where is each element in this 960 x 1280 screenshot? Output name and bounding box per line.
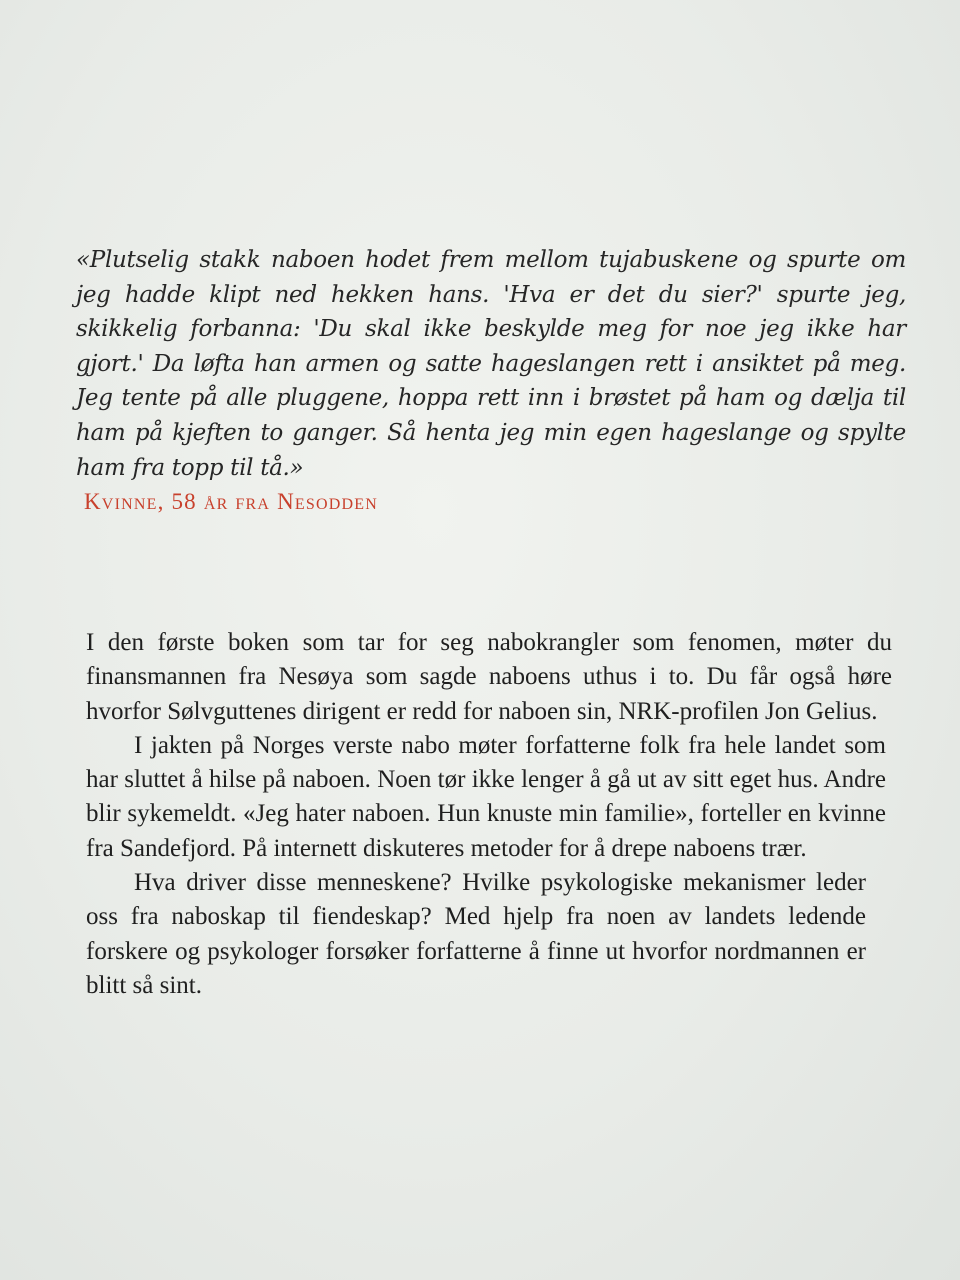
quote-attribution: Kvinne, 58 år fra Nesodden [84, 489, 378, 515]
quote-block [76, 243, 906, 515]
paragraph-1: I den første boken som tar for seg nabokrangler som fenomen, møter du finansmannen fra Nesøya som sagde naboens uthus i to. Du får også høre hvorfor Sølvguttenes dirigent er redd for naboen sin, NRK-profilen Jon Gelius. [86, 629, 892, 725]
quote-text: «Plutselig stakk naboen hodet frem mellom tujabuskene og spurte om jeg hadde klipt ned hekken hans. 'Hva er det du sier?' spurte jeg, skikkelig forbanna: 'Du skal ikke beskylde meg for noe jeg ikke har gjort.' Da løfta han armen og satte hageslangen rett i ansiktet på meg. Jeg tente på alle pluggene, hoppa rett inn i brøstet på ham og dælja til ham på kjeften to ganger. Så henta jeg min egen hageslange og spylte ham fra topp til tå.» [76, 247, 906, 481]
paragraph-3: Hva driver disse menneskene? Hvilke psykologiske mekanismer leder oss fra naboskap til fiendeskap? Med hjelp fra noen av landets ledende forskere og psykologer forsøker forfatterne å finne ut hvorfor nordmannen er blitt så sint. [86, 869, 866, 999]
blurb-text [86, 626, 892, 1003]
paragraph-2: I jakten på Norges verste nabo møter forfatterne folk fra hele landet som har sluttet å hilse på naboen. Noen tør ikke lenger å gå ut av sitt eget hus. Andre blir sykemeldt. «Jeg hater naboen. Hun knuste min familie», forteller en kvinne fra Sandefjord. På internett diskuteres metoder for å drepe naboens trær. [86, 731, 886, 862]
